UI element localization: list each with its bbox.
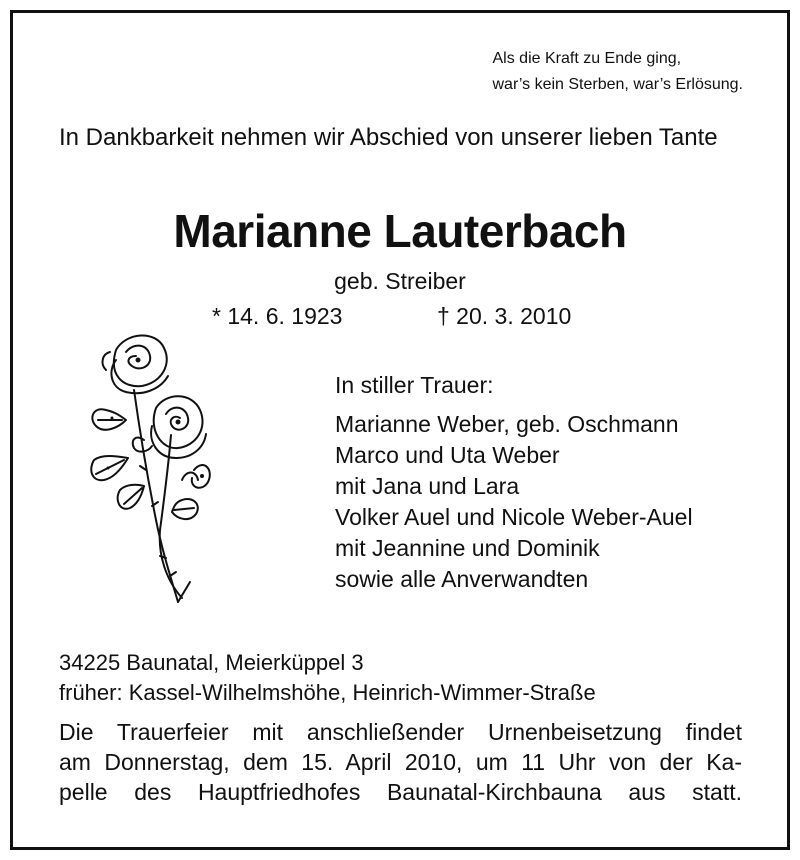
address-block: [59, 648, 596, 708]
birth-date: * 14. 6. 1923: [212, 303, 343, 329]
former-address: früher: Kassel-Wilhelmshöhe, Heinrich-Wimmer-Straße: [59, 680, 596, 705]
mourner-name: Marianne Weber, geb. Oschmann: [335, 411, 679, 437]
current-address: 34225 Baunatal, Meierküppel 3: [59, 650, 364, 675]
mourners-block: [335, 370, 693, 595]
motto-line-2: war’s kein Sterben, war’s Erlösung.: [492, 76, 743, 93]
mourning-label: In stiller Trauer:: [335, 372, 494, 398]
maiden-name: geb. Streiber: [334, 268, 466, 294]
rose-icon: [86, 330, 216, 610]
mourner-name: Marco und Uta Weber: [335, 442, 560, 468]
death-date: † 20. 3. 2010: [437, 303, 572, 329]
mourner-name: mit Jana und Lara: [335, 473, 520, 499]
service-announcement: [59, 717, 742, 807]
motto-line-1: Als die Kraft zu Ende ging,: [492, 50, 682, 67]
intro-text: In Dankbarkeit nehmen wir Abschied von unserer lieben Tante: [59, 124, 718, 151]
motto: [493, 46, 744, 98]
mourner-name: Volker Auel und Nicole Weber-Auel: [335, 504, 693, 530]
service-line-3: pelle des Hauptfriedhofes Baunatal-Kirchbauna aus statt.: [59, 779, 742, 805]
mourner-name: sowie alle Anverwandten: [335, 566, 589, 592]
service-line-2: am Donnerstag, dem 15. April 2010, um 11 Uhr von der Ka-: [59, 749, 742, 775]
deceased-name: Marianne Lauterbach: [173, 205, 627, 257]
service-line-1: Die Trauerfeier mit anschließender Urnenbeisetzung findet: [59, 719, 742, 745]
mourner-name: mit Jeannine und Dominik: [335, 535, 600, 561]
